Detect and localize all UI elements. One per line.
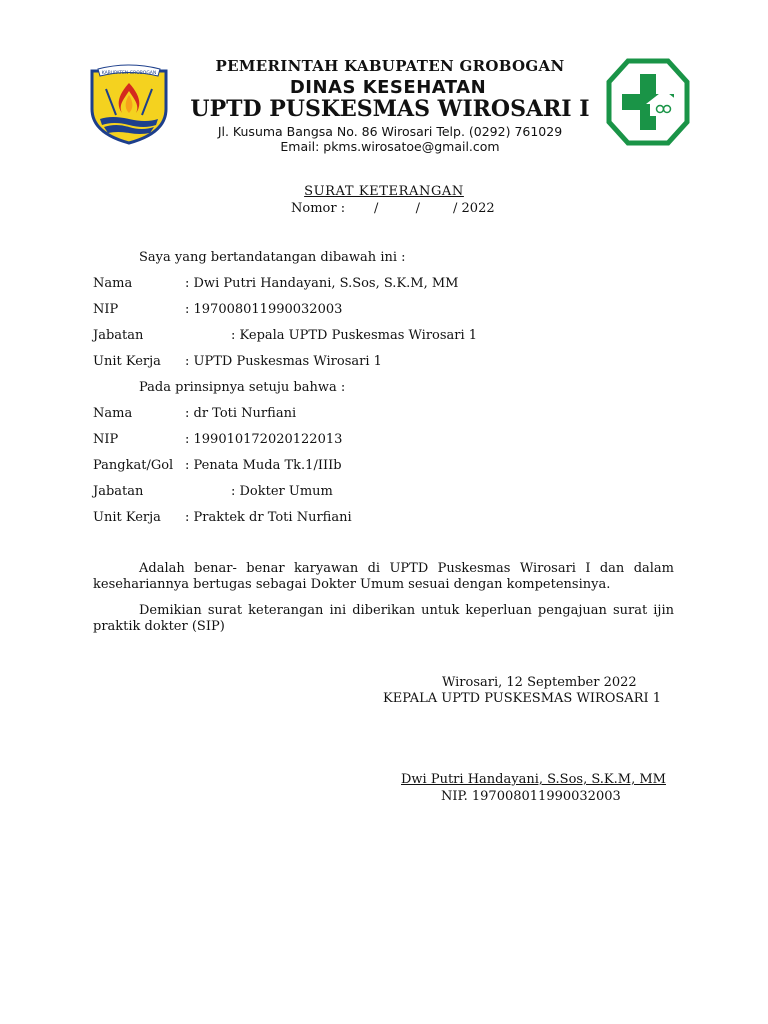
field-label: Unit Kerja: [93, 510, 161, 525]
letterhead-email: Email: pkms.wirosatoe@gmail.com: [280, 139, 500, 154]
field-value: : dr Toti Nurfiani: [185, 406, 297, 421]
field-label: NIP: [93, 302, 119, 317]
field-value: : 197008011990032003: [185, 302, 343, 317]
agree-text: Pada prinsipnya setuju bahwa :: [139, 380, 346, 395]
field-value: : Dokter Umum: [231, 484, 333, 499]
letterhead-line1: PEMERINTAH KABUPATEN GROBOGAN: [215, 57, 565, 75]
field-value: : 199010172020122013: [185, 432, 343, 447]
signature-nip: NIP. 197008011990032003: [441, 789, 621, 804]
letterhead-address: Jl. Kusuma Bangsa No. 86 Wirosari Telp. (0292) 761029: [217, 124, 563, 139]
field-value: : Penata Muda Tk.1/IIIb: [185, 458, 342, 473]
field-value: : Kepala UPTD Puskesmas Wirosari 1: [231, 328, 478, 343]
field-label: Nama: [93, 406, 133, 421]
field-label: Jabatan: [93, 484, 144, 499]
place-date: Wirosari, 12 September 2022: [442, 675, 637, 690]
nomor-slashes: / / / 2022: [374, 201, 495, 216]
field-label: NIP: [93, 432, 119, 447]
field-label: Jabatan: [93, 328, 144, 343]
letterhead-line3: UPTD PUSKESMAS WIROSARI I: [190, 96, 590, 122]
nomor-label: Nomor :: [291, 201, 346, 216]
field-label: Pangkat/Gol: [93, 458, 174, 473]
field-value: : UPTD Puskesmas Wirosari 1: [185, 354, 382, 369]
field-value: : Praktek dr Toti Nurfiani: [185, 510, 352, 525]
field-label: Unit Kerja: [93, 354, 161, 369]
document-title-text: SURAT KETERANGAN: [304, 184, 464, 199]
field-label: Nama: [93, 276, 133, 291]
emblem-banner-text: KABUPATEN GROBOGAN: [101, 71, 157, 76]
body-paragraph-2: Demikian surat keterangan ini diberikan untuk keperluan pengajuan surat ijin praktik dokter (SIP): [93, 603, 674, 634]
body-paragraph-1: Adalah benar- benar karyawan di UPTD Puskesmas Wirosari I dan dalam kesehariannya bertugas sebagai Dokter Umum sesuai dengan kompetensinya.: [93, 561, 674, 592]
document-title: [0, 184, 768, 199]
signature-name: Dwi Putri Handayani, S.Sos, S.K.M, MM: [401, 772, 666, 787]
field-value: : Dwi Putri Handayani, S.Sos, S.K.M, MM: [185, 276, 459, 291]
signature-title: KEPALA UPTD PUSKESMAS WIROSARI 1: [383, 691, 662, 706]
intro-text: Saya yang bertandatangan dibawah ini :: [139, 250, 406, 265]
letterhead-line2: DINAS KESEHATAN: [289, 77, 487, 98]
